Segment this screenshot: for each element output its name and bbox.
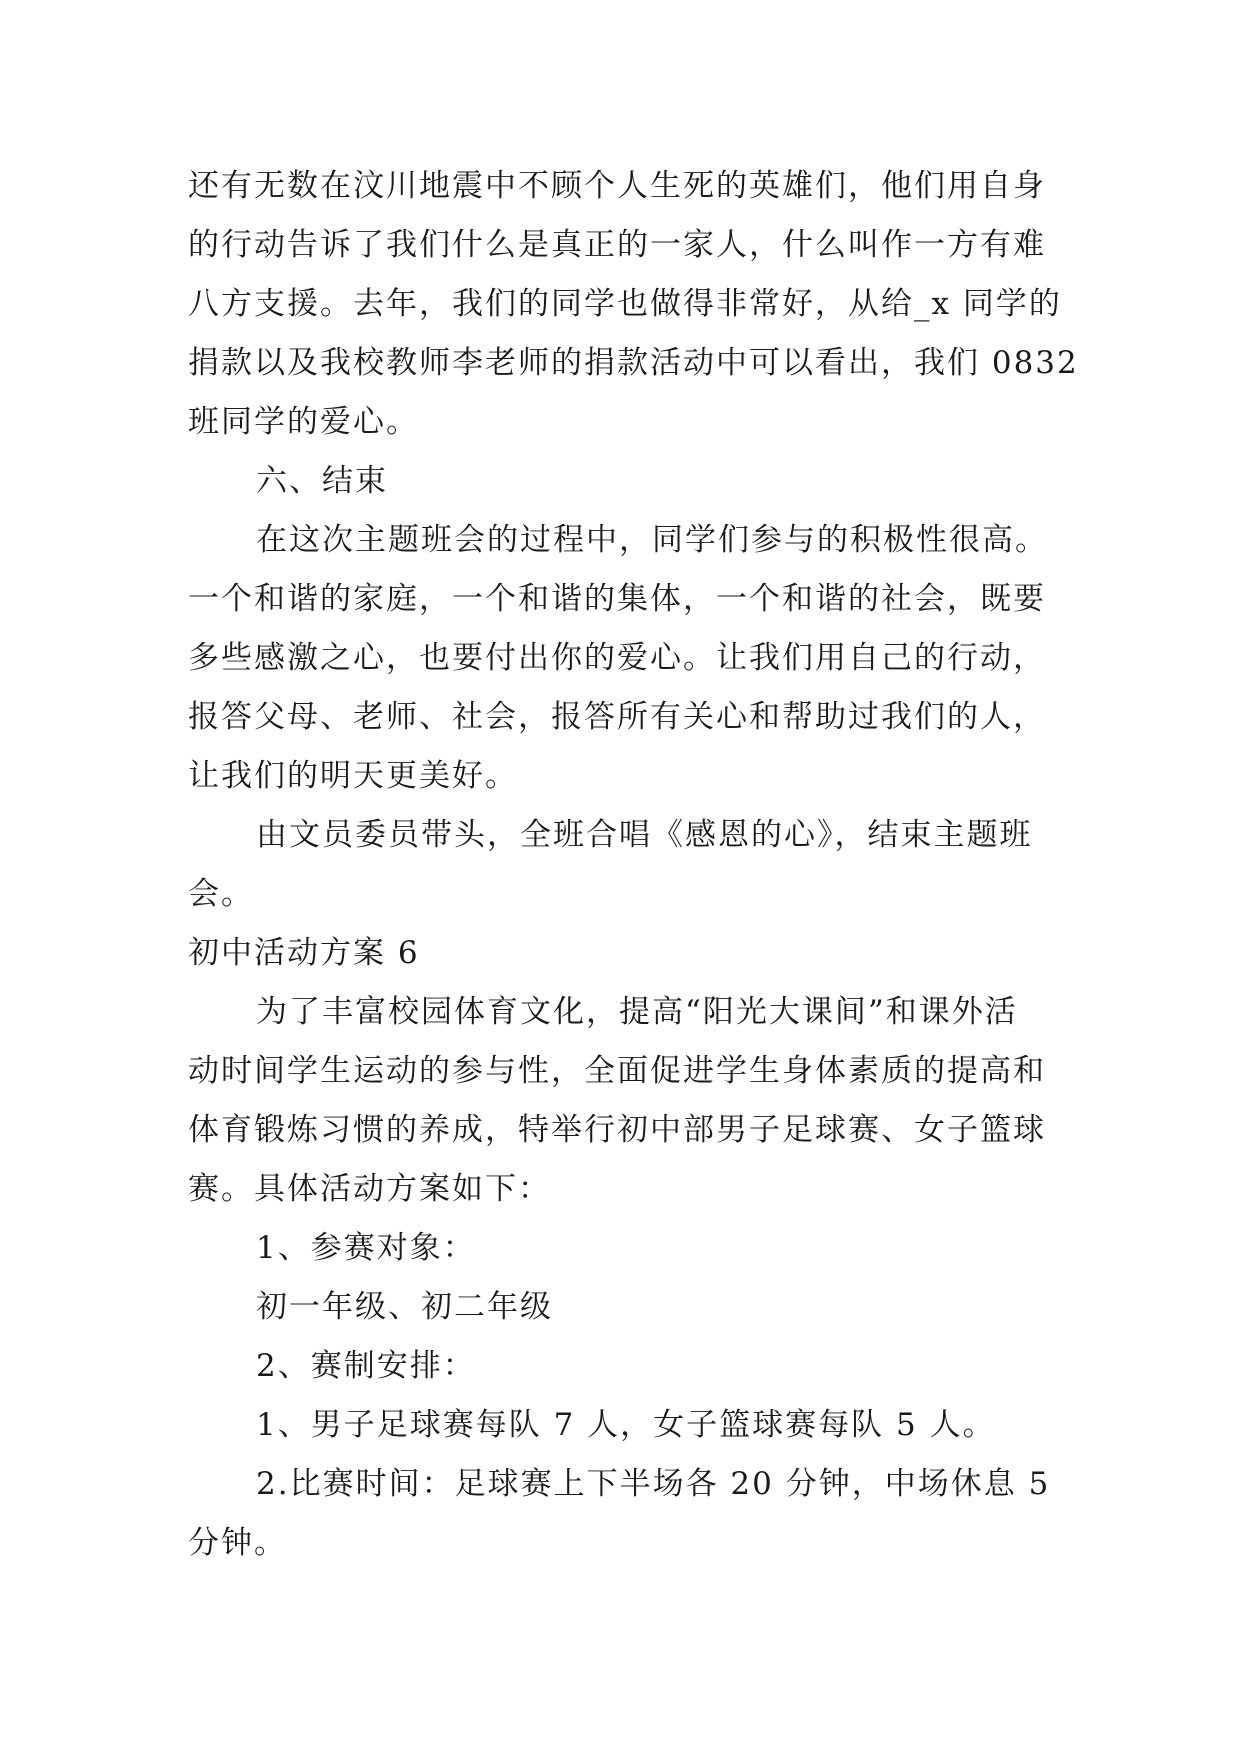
body-text-line: 八方支援。去年，我们的同学也做得非常好，从给_x 同学的 bbox=[188, 286, 1062, 322]
body-text-line: 还有无数在汶川地震中不顾个人生死的英雄们，他们用自身 bbox=[188, 168, 1046, 204]
body-text-line: 初一年级、初二年级 bbox=[256, 1289, 553, 1325]
list-heading: 2、赛制安排： bbox=[256, 1348, 476, 1384]
body-text-line: 分钟。 bbox=[188, 1525, 287, 1561]
body-text-line: 多些感激之心，也要付出你的爱心。让我们用自己的行动， bbox=[188, 640, 1046, 676]
list-item: 2.比赛时间：足球赛上下半场各 20 分钟，中场休息 5 bbox=[256, 1466, 1051, 1502]
body-text-line: 捐款以及我校教师李老师的捐款活动中可以看出，我们 0832 bbox=[188, 345, 1079, 381]
body-text-line: 会。 bbox=[188, 876, 254, 912]
section-title: 初中活动方案 6 bbox=[188, 935, 420, 971]
body-text-line: 在这次主题班会的过程中，同学们参与的积极性很高。 bbox=[256, 522, 1048, 558]
body-text-line: 赛。具体活动方案如下： bbox=[188, 1171, 551, 1207]
body-text-line: 为了丰富校园体育文化，提高“阳光大课间”和课外活 bbox=[256, 994, 1018, 1030]
body-text-line: 动时间学生运动的参与性，全面促进学生身体素质的提高和 bbox=[188, 1053, 1046, 1089]
list-heading: 1、参赛对象： bbox=[256, 1230, 476, 1266]
body-text-line: 班同学的爱心。 bbox=[188, 404, 419, 440]
body-text-line: 的行动告诉了我们什么是真正的一家人，什么叫作一方有难 bbox=[188, 227, 1046, 263]
body-text-line: 由文员委员带头，全班合唱《感恩的心》，结束主题班 bbox=[256, 817, 1033, 853]
body-text-line: 报答父母、老师、社会，报答所有关心和帮助过我们的人， bbox=[188, 699, 1046, 735]
list-item: 1、男子足球赛每队 7 人，女子篮球赛每队 5 人。 bbox=[256, 1407, 996, 1443]
body-text-line: 让我们的明天更美好。 bbox=[188, 758, 518, 794]
body-text-line: 一个和谐的家庭，一个和谐的集体，一个和谐的社会，既要 bbox=[188, 581, 1046, 617]
body-text-line: 体育锻炼习惯的养成，特举行初中部男子足球赛、女子篮球 bbox=[188, 1112, 1046, 1148]
section-heading: 六、结束 bbox=[256, 463, 388, 499]
